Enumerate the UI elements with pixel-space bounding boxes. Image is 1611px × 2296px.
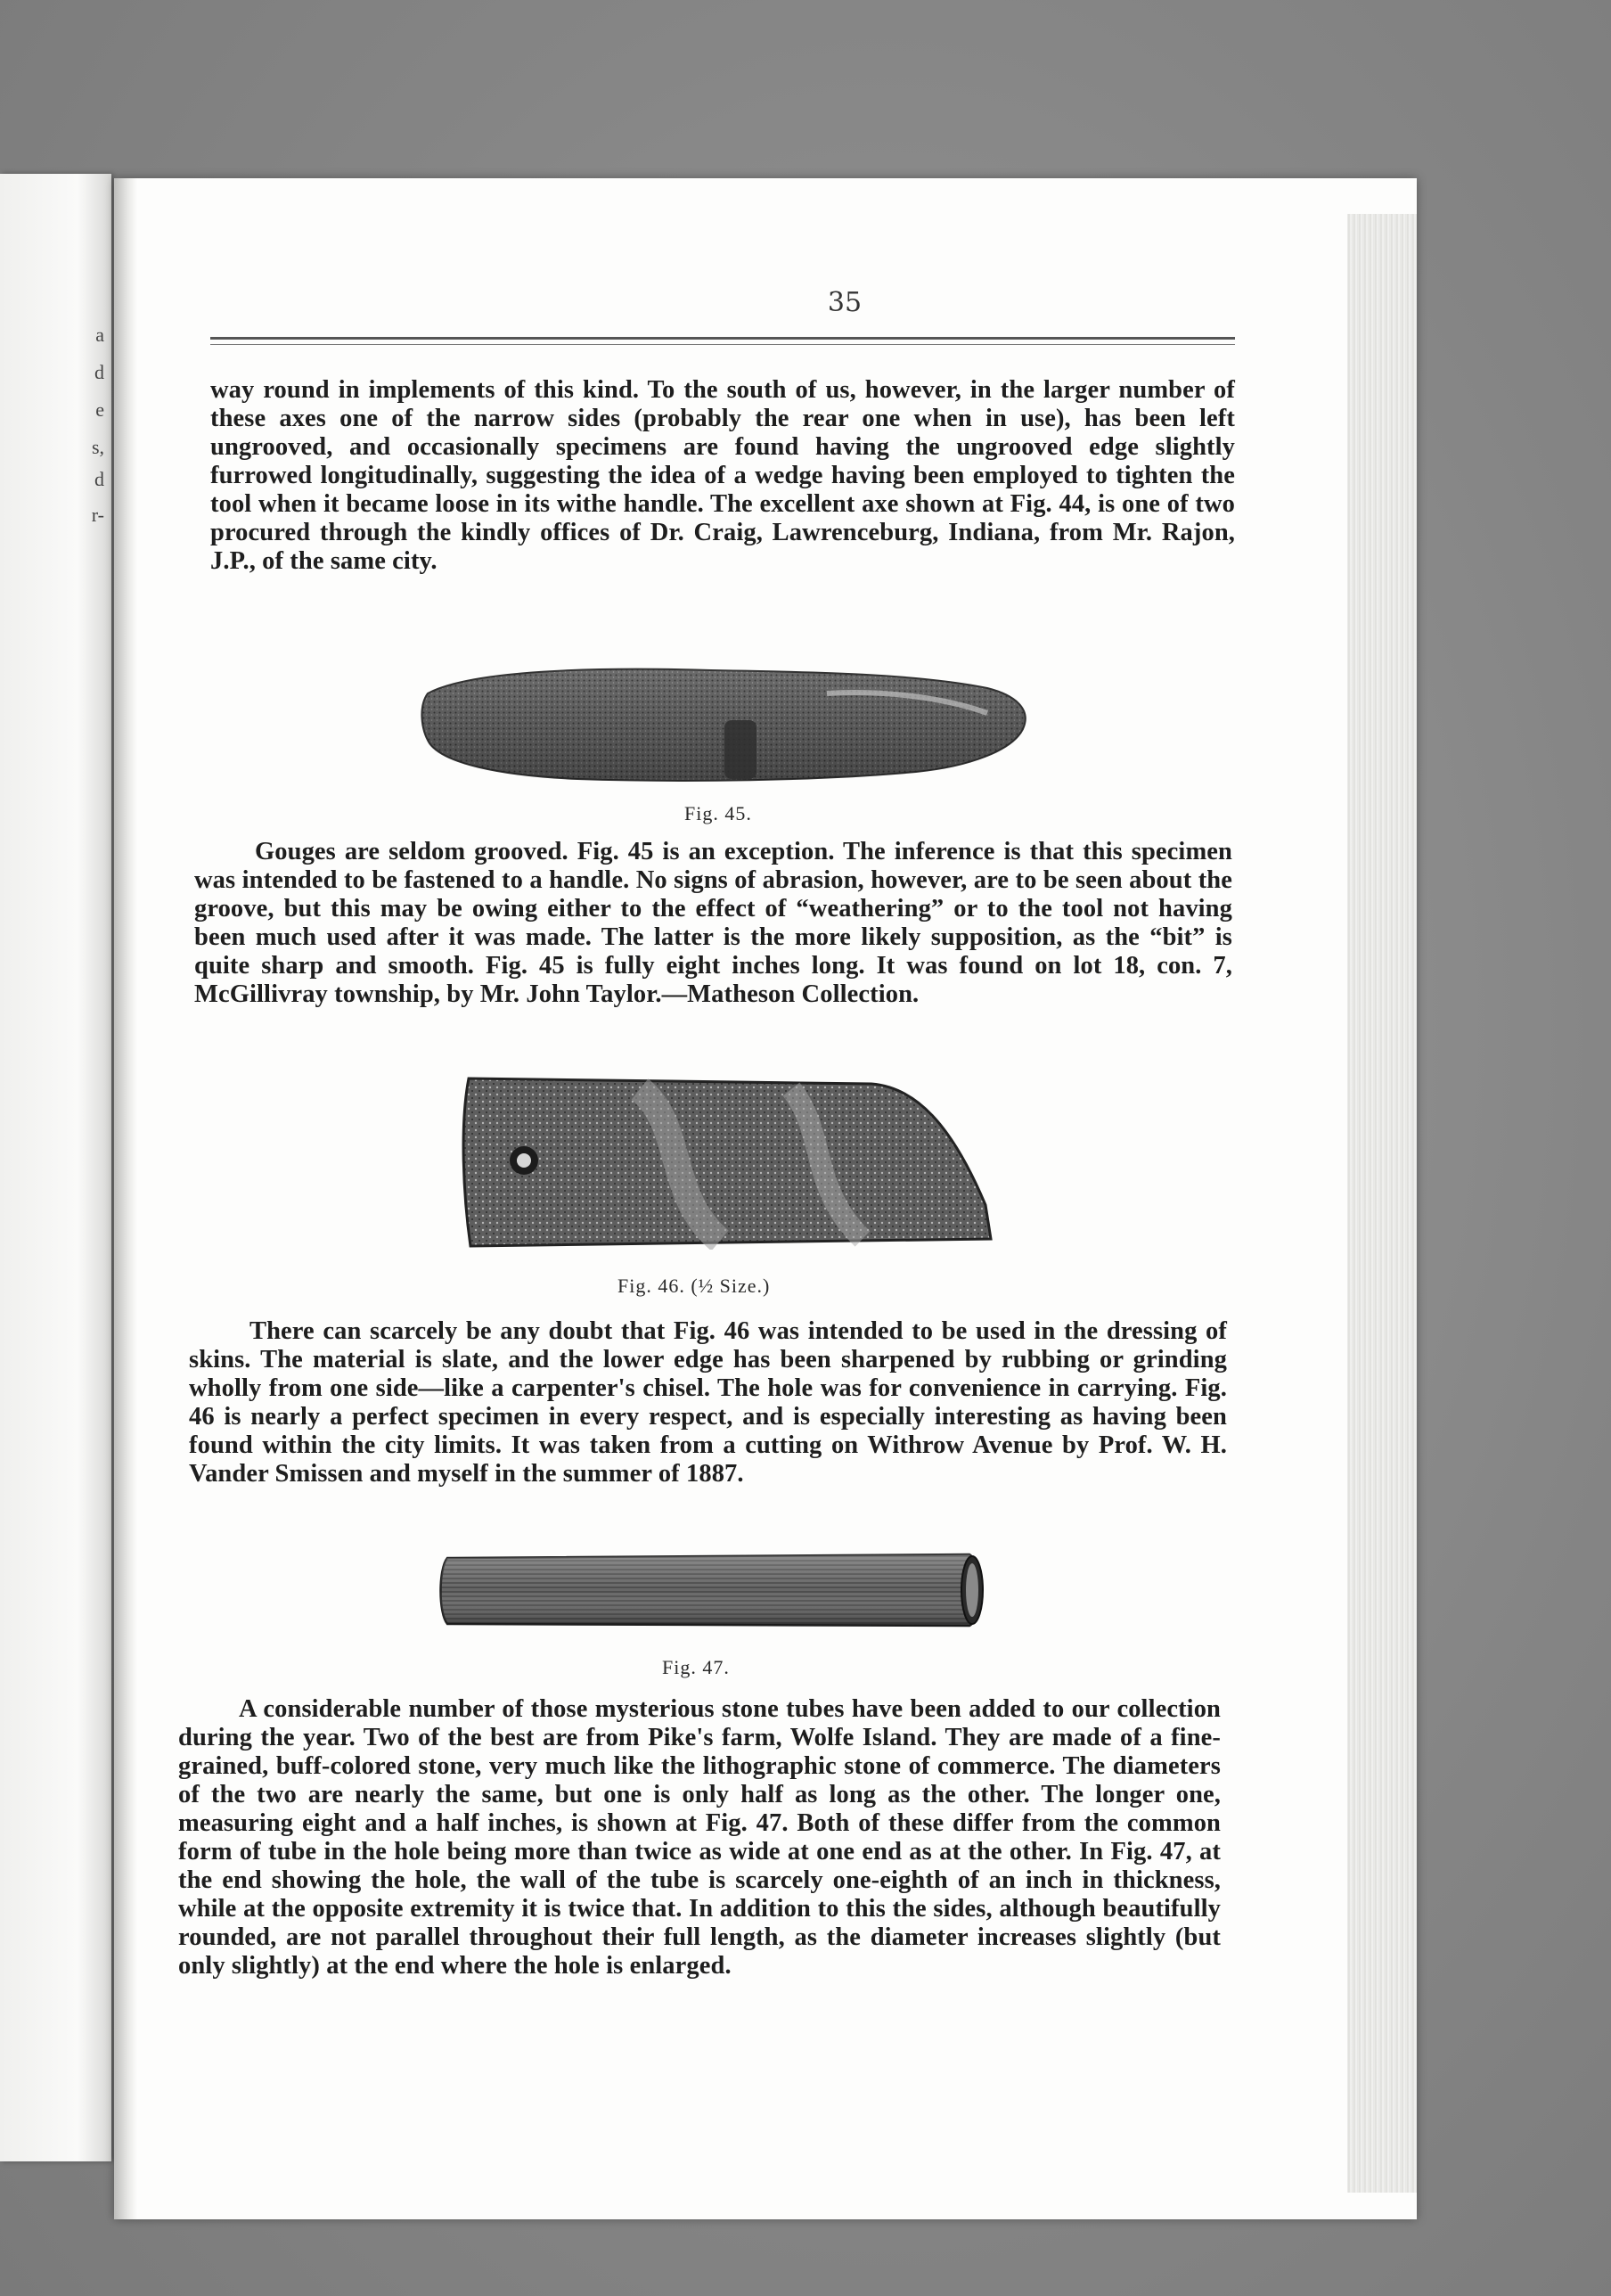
- left-page-fragment: d: [94, 361, 104, 383]
- left-page-fragment: r-: [91, 504, 104, 526]
- page-stack-edge: [1347, 214, 1417, 2193]
- figure-46-caption: Fig. 46. (½ Size.): [617, 1275, 771, 1297]
- stone-tube-illustration: [435, 1551, 992, 1631]
- slate-tool-illustration: [453, 1071, 1005, 1250]
- left-page-fragment: s,: [91, 436, 104, 458]
- left-page-fragment: e: [95, 398, 104, 421]
- figure-47-caption: Fig. 47.: [662, 1656, 730, 1678]
- gouge-illustration: [417, 658, 1041, 791]
- paragraph-axes: way round in implements of this kind. To the south of us, however, in the larger number of these axes one of the narrow sides (probably the rear one when in use), has been left ungrooved, and occasionally specimens are found having the ungrooved edge slightly furrowed longitudinally, suggesting the idea of a wedge having been employed to tighten the tool when it became loose in its withe handle. The excellent axe shown at Fig. 44, is one of two procured through the kindly offices of Dr. Craig, Lawrenceburg, Indiana, from Mr. Rajon, J.P., of the same city.: [210, 376, 1235, 575]
- page-gutter: [114, 178, 137, 2219]
- paragraph-stone-tubes: A considerable number of those mysterious stone tubes have been added to our collection during the year. Two of the best are from Pike's farm, Wolfe Island. They are made of a fine-grained, buff-colored stone, very much like the lithographic stone of commerce. The diameters of the two are nearly the same, but one is only half as long as the other. The longer one, measuring eight and a half inches, is shown at Fig. 47. Both of these differ from the common form of tube in the hole being more than twice as wide at one end as at the other. In Fig. 47, at the end showing the hole, the wall of the tube is scarcely one-eighth of an inch in thickness, while at the opposite extremity it is twice that. In addition to this the sides, although beautifully rounded, are not parallel throughout their full length, as the diameter increases slightly (but only slightly) at the end where the hole is enlarged.: [178, 1695, 1221, 1980]
- page-number: 35: [827, 287, 863, 318]
- left-page-fragment: d: [94, 468, 104, 490]
- left-page-edge: [0, 174, 111, 2161]
- paragraph-slate: There can scarcely be any doubt that Fig. 46 was intended to be used in the dressing of skins. The material is slate, and the lower edge has been sharpened by rubbing or grinding wholly from one side—like a carpenter's chisel. The hole was for convenience in carrying. Fig. 46 is nearly a perfect specimen in every respect, and is especially interesting as having been found within the city limits. It was taken from a cutting on Withrow Avenue by Prof. W. H. Vander Smissen and myself in the summer of 1887.: [189, 1317, 1227, 1488]
- left-page-fragment: a: [95, 324, 104, 346]
- header-rule: [210, 337, 1235, 340]
- figure-45-caption: Fig. 45.: [684, 802, 752, 824]
- header-rule-thin: [210, 344, 1235, 345]
- book-page: [114, 178, 1417, 2219]
- paragraph-gouges: Gouges are seldom grooved. Fig. 45 is an exception. The inference is that this specimen was intended to be fastened to a handle. No signs of abrasion, however, are to be seen about the groove, but this may be owing either to the effect of “weathering” or to the tool not having been much used after it was made. The latter is the more likely supposition, as the “bit” is quite sharp and smooth. Fig. 45 is fully eight inches long. It was found on lot 18, con. 7, McGillivray township, by Mr. John Taylor.—Matheson Collection.: [194, 838, 1232, 1008]
